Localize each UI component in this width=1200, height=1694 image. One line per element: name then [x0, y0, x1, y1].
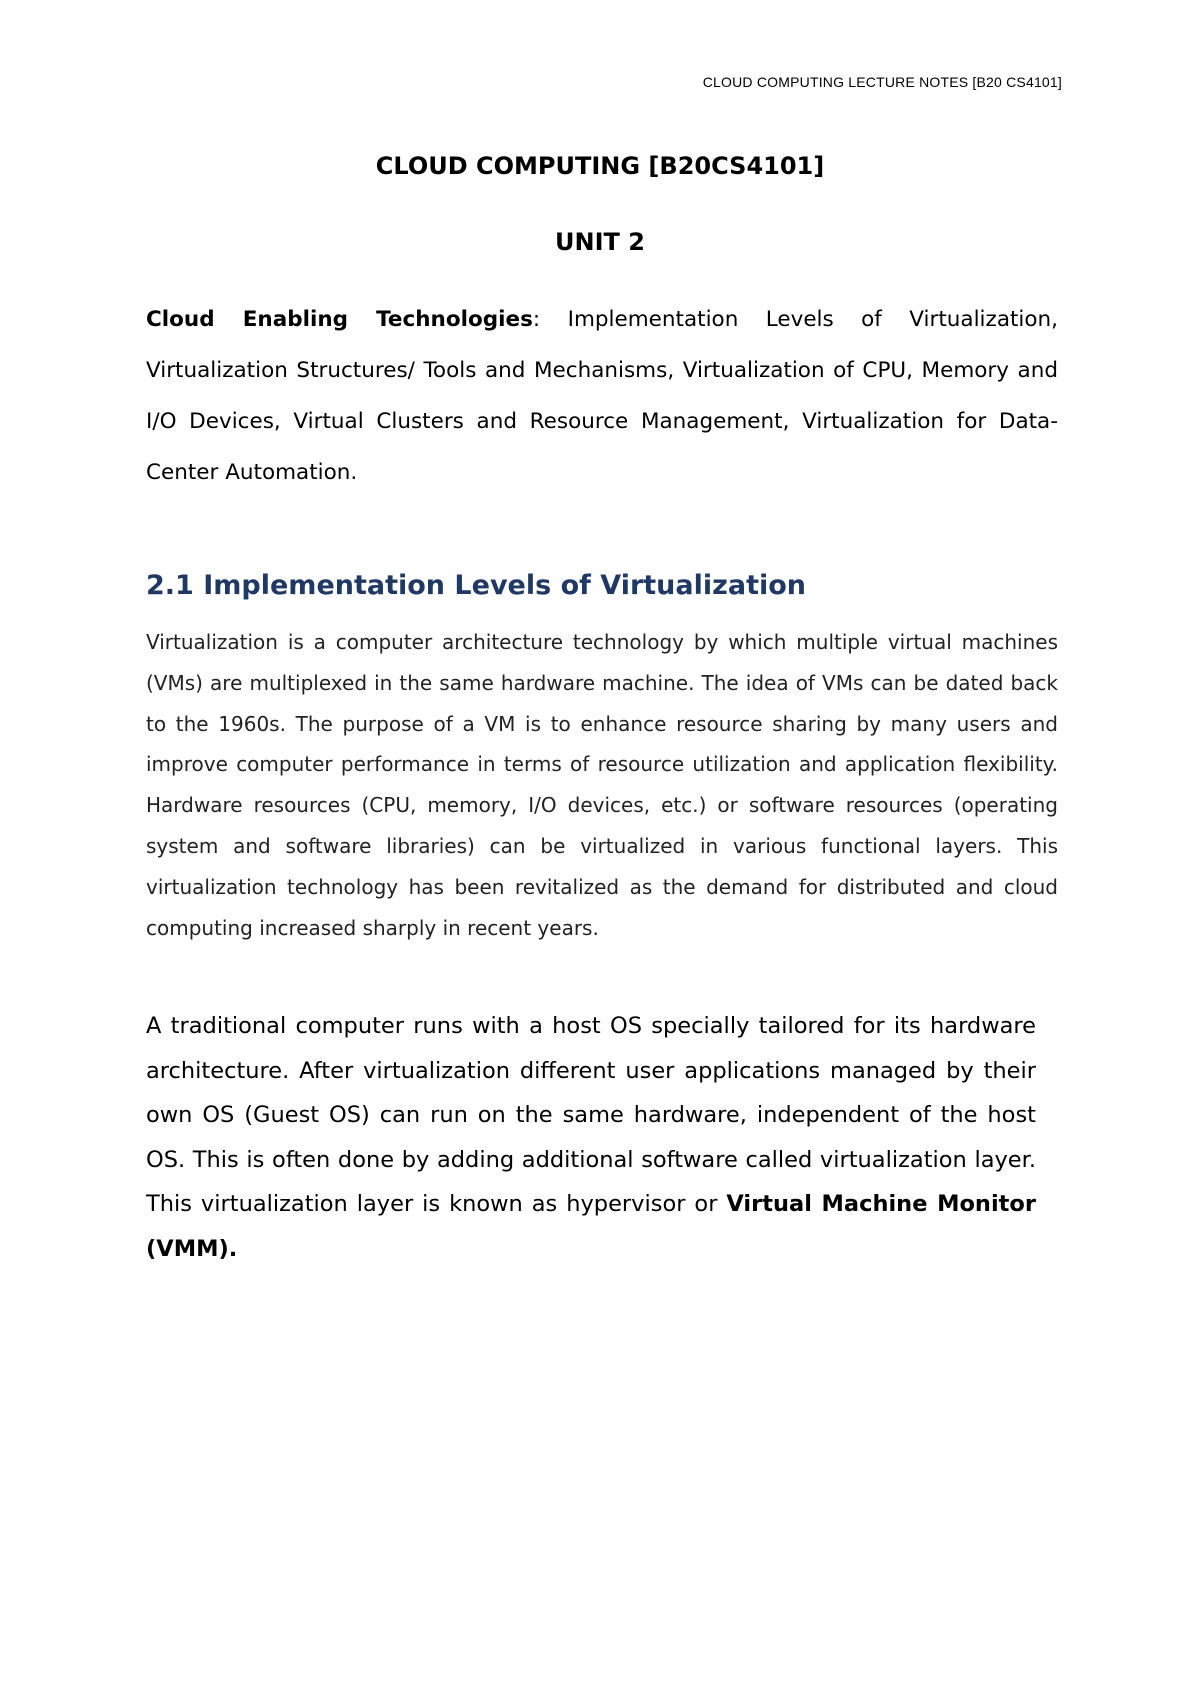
body-paragraph-2	[146, 1004, 1036, 1271]
syllabus-separator: :	[532, 307, 568, 332]
body-paragraph-1: Virtualization is a computer architecture technology by which multiple virtual machines (VMs) are multiplexed in the same hardware machine. The idea of VMs can be dated back to the 1960s. The purpose of a VM is to enhance resource sharing by many users and improve computer performance in terms of resource utilization and application flexibility. Hardware resources (CPU, memory, I/O devices, etc.) or software resources (operating system and software libraries) can be virtualized in various functional layers. This virtualization technology has been revitalized as the demand for distributed and cloud computing increased sharply in recent years.	[146, 630, 1058, 940]
syllabus-text: Implementation Levels of Virtualization, Virtualization Structures/ Tools and Mechanisms, Virtualization of CPU, Memory and I/O Devices, Virtual Clusters and Resource Management, Virtualization for Data-Center Automation.	[146, 307, 1059, 485]
syllabus-lead: Cloud Enabling Technologies	[146, 307, 533, 332]
section-heading: 2.1 Implementation Levels of Virtualization	[146, 570, 806, 601]
paragraph-2-text: A traditional computer runs with a host OS specially tailored for its hardware architecture. After virtualization different user applications managed by their own OS (Guest OS) can run on the same hardware, independent of the host OS. This is often done by adding additional software called virtualization layer. This virtualization layer is known as hypervisor or	[146, 1013, 1036, 1217]
syllabus-paragraph	[146, 294, 1058, 498]
course-title: CLOUD COMPUTING [B20CS4101]	[375, 152, 825, 180]
vmm-term: Virtual Machine Monitor (VMM).	[146, 1191, 1036, 1262]
unit-title: UNIT 2	[555, 228, 645, 256]
running-header: CLOUD COMPUTING LECTURE NOTES [B20 CS4101]	[702, 74, 1062, 90]
